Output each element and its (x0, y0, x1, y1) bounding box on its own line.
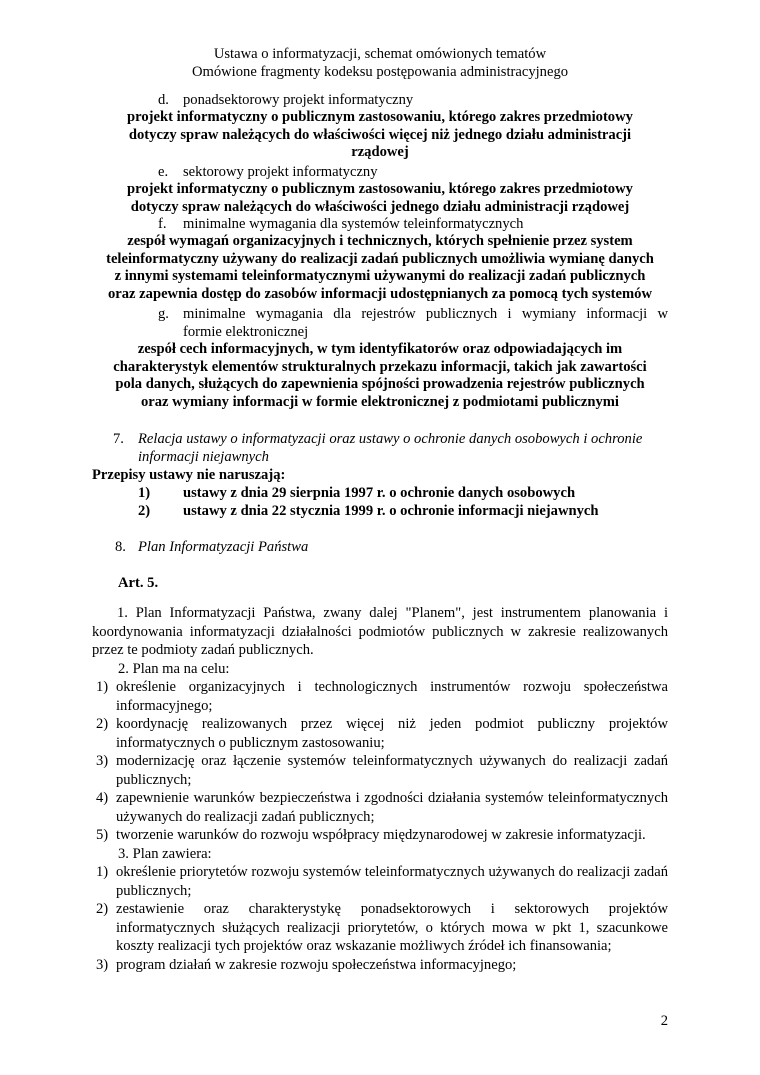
section-intro: Przepisy ustawy nie naruszają: (92, 467, 286, 483)
section-number: 8. (115, 539, 126, 555)
page-number: 2 (660, 1013, 668, 1029)
definition-term: sektorowy projekt informatyczny (183, 164, 378, 180)
header-line-1: Ustawa o informatyzacji, schemat omówionych tematów (213, 46, 547, 62)
article-paragraph-2: 2. Plan ma na celu: (118, 661, 230, 677)
list-item-number: 1) (138, 485, 151, 501)
header-line-2: Omówione fragmenty kodeksu postępowania administracyjnego (191, 64, 569, 80)
list-item-text: ustawy z dnia 29 sierpnia 1997 r. o ochronie danych osobowych (183, 485, 576, 501)
section-number: 7. (113, 431, 124, 447)
section-title: Relacja ustawy o informatyzacji oraz ustawy o ochronie danych osobowych i ochronie (138, 431, 643, 447)
section-title-continued: informacji niejawnych (138, 449, 269, 465)
definition-term: minimalne wymagania dla systemów teleinformatycznych (183, 216, 524, 232)
article-paragraph-1: 1. Plan Informatyzacji Państwa, zwany dalej "Planem", jest instrumentem planowania i koordynowania informatyzacji działalności podmiotów publicznych w zakresie realizowanych przez te podmioty zadań publicznych. (92, 605, 668, 659)
definition-text: zespół cech informacyjnych, w tym identyfikatorów oraz odpowiadających im charakterystyk elementów strukturalnych przekazu informacji, takich jak zawartości pola danych, służących do zapewnienia spójności prowadzenia rejestrów publicznych oraz wymiany informacji w formie elektronicznej z podmiotami publicznymi (113, 341, 647, 410)
definition-term-continued: formie elektronicznej (183, 324, 309, 340)
document-page: Ustawa o informatyzacji, schemat omówionych tematów Omówione fragmenty kodeksu postępowania administracyjnego d. ponadsektorowy projekt informatyczny projekt informatyczny o publicznym zastosowaniu, którego zakres przedmiotowy dotyczy spraw należących do właściwości więcej niż jednego działu administracji rządowej e. sektorowy projekt informatyczny projekt informatyczny o publicznym zastosowaniu, którego zakres przedmiotowy dotyczy spraw należących do właściwości jednego działu administracji rządowej f. minimalne wymagania dla systemów teleinformatycznych zespół wymagań organizacyjnych i technicznych, których spełnienie przez system teleinformatyczny używany do realizacji zadań publicznych umożliwia wymianę danych z innymi systemami teleinformatycznymi używanymi do realizacji zadań publicznych oraz zapewnia dostęp do zasobów informacji udostępnianych za pomocą tych systemów g. minimalne wymagania dla rejestrów publicznych i wymiany informacji w formie elektronicznej zespół cech informacyjnych, w tym identyfikatorów oraz odpowiadających im charakterystyk elementów strukturalnych przekazu informacji, takich jak zawartości pola danych, służących do zapewnienia spójności prowadzenia rejestrów publicznych oraz wymiany informacji w formie elektronicznej z podmiotami publicznymi 7. Relacja ustawy o informatyzacji oraz ustawy o ochronie danych osobowych i ochronie informacji niejawnych Przepisy ustawy nie naruszają: 1) ustawy z dnia 29 sierpnia 1997 r. o ochronie danych osobowych 2) ustawy z dnia 22 stycznia 1999 r. o ochronie informacji niejawnych 8. Plan Informatyzacji Państwa Art. 5. 1. Plan Informatyzacji Państwa, zwany dalej "Planem", jest instrumentem planowania i koordynowania informatyzacji działalności podmiotów publicznych w zakresie realizowanych przez te podmioty zadań publicznych. 2. Plan ma na celu: 1) określenie organizacyjnych i technologicznych instrumentów rozwoju społeczeństwa informacyjnego; 2) koordynację realizowanych przez więcej niż jeden podmiot publiczny projektów informatycznych o publicznym zastosowaniu; 3) modernizację oraz łączenie systemów teleinformatycznych używanych do realizacji zadań publicznych; 4) zapewnienie warunków bezpieczeństwa i zgodności działania systemów teleinformatycznych używanych do realizacji zadań publicznych; 5) tworzenie warunków do rozwoju współpracy międzynarodowej w zakresie informatyzacji. 3. Plan zawiera: 1) określenie priorytetów rozwoju systemów teleinformatycznych używanych do realizacji zadań publicznych; 2) zestawienie oraz charakterystykę ponadsektorowych i sektorowych projektów informatycznych służących realizacji priorytetów, o których mowa w pkt 1, szacunkowe koszty realizacji tych projektów oraz wskazanie możliwych źródeł ich finansowania; 3) program działań w zakresie rozwoju społeczeństwa informacyjnego; 2 (0, 0, 760, 1075)
definition-text: zespół wymagań organizacyjnych i technicznych, których spełnienie przez system teleinformatyczny używany do realizacji zadań publicznych umożliwia wymianę danych z innymi systemami teleinformatycznymi używanymi do realizacji zadań publicznych oraz zapewnia dostęp do zasobów informacji udostępnianych za pomocą tych systemów (106, 233, 654, 302)
list-item-text: ustawy z dnia 22 stycznia 1999 r. o ochronie informacji niejawnych (183, 503, 599, 519)
article-heading: Art. 5. (118, 575, 159, 591)
definition-letter: d. (158, 92, 169, 108)
section-title: Plan Informatyzacji Państwa (138, 539, 309, 555)
definition-term: ponadsektorowy projekt informatyczny (183, 92, 414, 108)
definition-letter: g. (158, 306, 169, 322)
list-item-number: 2) (138, 503, 151, 519)
definition-letter: e. (158, 164, 169, 180)
article-paragraph-3: 3. Plan zawiera: (118, 846, 212, 862)
definition-text: projekt informatyczny o publicznym zastosowaniu, którego zakres przedmiotowy dotyczy spraw należących do właściwości więcej niż jednego działu administracji rządowej (127, 109, 633, 161)
definition-term: minimalne wymagania dla rejestrów publicznych i wymiany informacji w (183, 306, 668, 322)
definition-text: projekt informatyczny o publicznym zastosowaniu, którego zakres przedmiotowy dotyczy spraw należących do właściwości jednego działu administracji rządowej (127, 181, 633, 215)
definition-letter: f. (158, 216, 167, 232)
